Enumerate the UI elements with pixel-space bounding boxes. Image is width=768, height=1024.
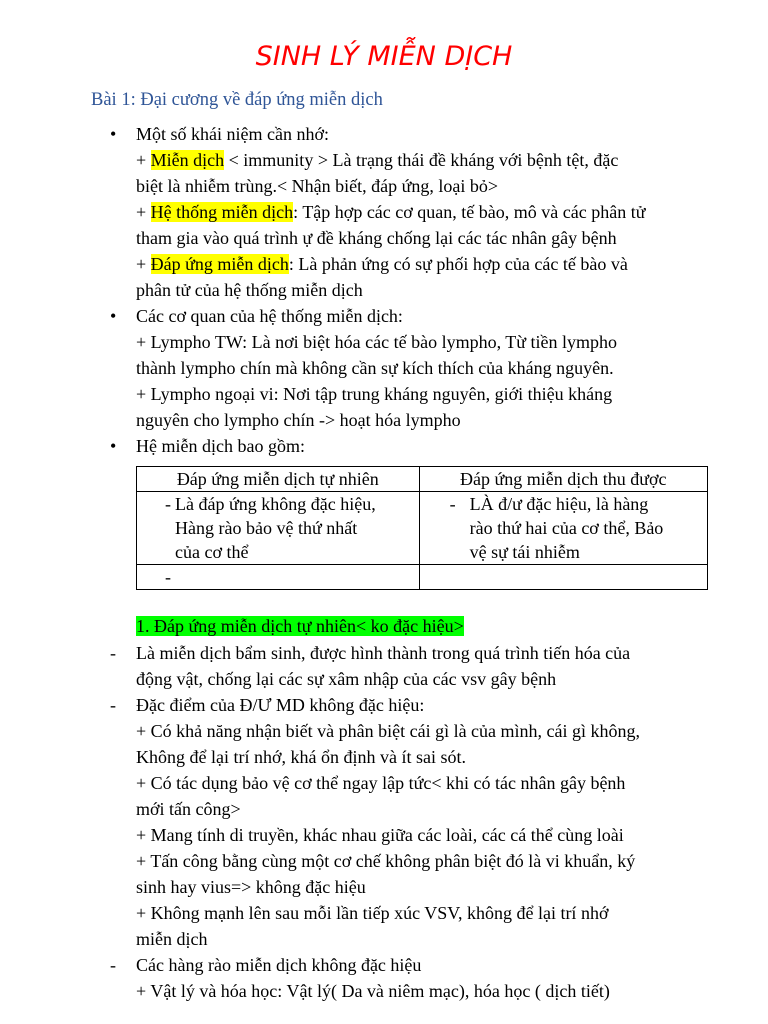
table-header-row	[137, 467, 708, 492]
table-cell	[137, 492, 420, 565]
text-line: Không để lại trí nhớ, khá ổn định và ít sai sót.	[136, 747, 466, 767]
text-line	[136, 147, 710, 173]
dash-marker: -	[165, 494, 171, 514]
cell-list-item	[426, 492, 701, 564]
text-line: + Tấn công bằng cùng một cơ chế không phân biệt đó là vi khuẩn, ký	[136, 851, 636, 871]
text-line: + Có khả năng nhận biết và phân biệt cái gì là của mình, cái gì không,	[136, 721, 641, 741]
text-line: động vật, chống lại các sự xâm nhập của các vsv gây bệnh	[136, 669, 557, 689]
cell-text-line: Hàng rào bảo vệ thứ nhất	[175, 518, 358, 538]
cell-text-line	[175, 565, 413, 589]
text-line: + Không mạnh lên sau mỗi lần tiếp xúc VSV, không để lại trí nhớ	[136, 903, 609, 923]
text-line: + Lympho ngoại vi: Nơi tập trung kháng nguyên, giới thiệu kháng	[136, 384, 613, 404]
text-prefix: +	[136, 150, 151, 170]
immune-system-table	[136, 466, 708, 590]
bullet-dot-icon: •	[110, 124, 117, 144]
table-header-cell: Đáp ứng miễn dịch tự nhiên	[137, 467, 420, 492]
text-line: miễn dịch	[136, 929, 208, 949]
dash-marker: -	[110, 695, 116, 715]
text-line: + Vật lý và hóa học: Vật lý( Da và niêm mạc), hóa học ( dịch tiết)	[136, 981, 610, 1001]
text-rest: : Là phản ứng có sự phối hợp của các tế bào và	[288, 254, 628, 274]
text-prefix: +	[136, 202, 151, 222]
section-heading	[136, 614, 464, 639]
text-line: mới tấn công>	[136, 799, 241, 819]
highlighted-heading: 1. Đáp ứng miễn dịch tự nhiên< ko đặc hiệu>	[136, 616, 464, 636]
text-line: Một số khái niệm cần nhớ:	[136, 124, 329, 144]
dash-marker: -	[110, 643, 116, 663]
text-line: phân tử của hệ thống miễn dịch	[136, 280, 363, 300]
text-line: Là miễn dịch bẩm sinh, được hình thành trong quá trình tiến hóa của	[136, 643, 631, 663]
cell-text-line: vệ sự tái nhiễm	[469, 542, 580, 562]
list-item	[110, 692, 730, 952]
list-item	[110, 952, 730, 1004]
text-line: Các cơ quan của hệ thống miễn dịch:	[136, 306, 403, 326]
list-item	[110, 121, 710, 303]
list-item	[110, 433, 710, 459]
text-line: thành lympho chín mà không cần sự kích thích của kháng nguyên.	[136, 358, 614, 378]
text-line: + Mang tính di truyền, khác nhau giữa các loài, các cá thể cùng loài	[136, 825, 624, 845]
text-rest: < immunity > Là trạng thái đề kháng với bệnh tệt, đặc	[224, 150, 619, 170]
list-item	[110, 303, 710, 433]
page-title: SINH LÝ MIỄN DỊCH	[255, 41, 513, 72]
highlighted-term: Đáp ứng miễn dịch	[150, 254, 289, 274]
text-rest: : Tập hợp các cơ quan, tế bào, mô và các phân tử	[293, 202, 646, 222]
lesson-subtitle: Bài 1: Đại cương về đáp ứng miễn dịch	[91, 90, 383, 110]
table-row	[137, 492, 708, 565]
table-cell	[419, 565, 707, 590]
bullet-dot-icon: •	[110, 436, 117, 456]
bullet-dot-icon: •	[110, 306, 117, 326]
text-prefix: +	[136, 254, 151, 274]
text-line: biệt là nhiễm trùng.< Nhận biết, đáp ứng, loại bỏ>	[136, 176, 498, 196]
text-line: + Có tác dụng bảo vệ cơ thể ngay lập tức< khi có tác nhân gây bệnh	[136, 773, 626, 793]
table-header-cell: Đáp ứng miễn dịch thu được	[419, 467, 707, 492]
table-cell	[137, 565, 420, 590]
bullet-list	[110, 121, 710, 459]
cell-list-item	[143, 492, 413, 564]
dash-marker: -	[165, 567, 171, 587]
cell-text-line: Là đáp ứng không đặc hiệu,	[175, 494, 376, 514]
cell-text-line: rào thứ hai của cơ thể, Bảo	[469, 518, 664, 538]
table-cell	[419, 492, 707, 565]
text-line: sinh hay vius=> không đặc hiệu	[136, 877, 366, 897]
text-line: + Lympho TW: Là nơi biệt hóa các tế bào lympho, Từ tiền lympho	[136, 332, 617, 352]
text-line	[136, 251, 710, 277]
dash-list	[110, 640, 730, 1004]
text-line: nguyên cho lympho chín -> hoạt hóa lympho	[136, 410, 461, 430]
cell-text-line: của cơ thể	[175, 542, 249, 562]
highlighted-term: Miễn dịch	[150, 150, 225, 170]
list-item	[110, 640, 730, 692]
cell-list-item	[143, 565, 413, 589]
text-line: Hệ miễn dịch bao gồm:	[136, 436, 305, 456]
text-line: Các hàng rào miễn dịch không đặc hiệu	[136, 955, 422, 975]
text-line: tham gia vào quá trình ự đề kháng chống lại các tác nhân gây bệnh	[136, 228, 617, 248]
cell-text-line: LÀ đ/ư đặc hiệu, là hàng	[469, 494, 649, 514]
dash-marker: -	[449, 494, 456, 514]
text-line	[136, 199, 710, 225]
table-row	[137, 565, 708, 590]
text-line: Đặc điểm của Đ/Ư MD không đặc hiệu:	[136, 695, 425, 715]
highlighted-term: Hệ thống miễn dịch	[150, 202, 294, 222]
dash-marker: -	[110, 955, 116, 975]
